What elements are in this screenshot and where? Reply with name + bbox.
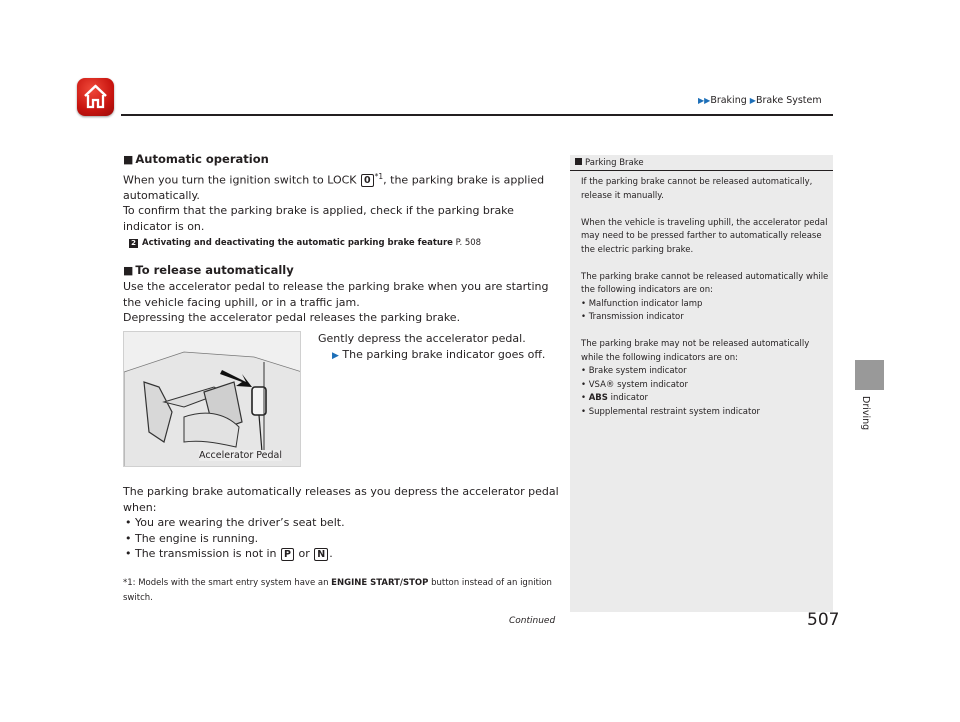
figure-caption: Accelerator Pedal bbox=[199, 450, 283, 461]
step-result: ▶ The parking brake indicator goes off. bbox=[332, 347, 546, 361]
automatic-operation-text: When you turn the ignition switch to LOCK 0 $^{*1}$, the parking brake is applied automatically. bbox=[123, 171, 545, 202]
cross-reference-link[interactable]: 2 Activating and deactivating the automatic parking brake feature P. 508 bbox=[129, 236, 563, 252]
breadcrumb-page[interactable]: Brake System bbox=[755, 95, 822, 106]
footnote-ref: *1 bbox=[374, 171, 384, 181]
note-body bbox=[581, 176, 829, 433]
note-title: Parking Brake bbox=[570, 158, 833, 171]
condition-engine: • The engine is running. bbox=[125, 531, 259, 545]
release-text: Use the accelerator pedal to release the parking brake when you are starting the vehicle facing uphill, or in a traffic jam. bbox=[123, 280, 549, 309]
accelerator-pedal-figure bbox=[123, 331, 301, 467]
release-heading: ■ To release automatically bbox=[123, 262, 294, 277]
home-button[interactable] bbox=[77, 78, 114, 116]
condition-transmission: • The transmission is not in P or N . bbox=[125, 547, 333, 560]
conditions-intro: The parking brake automatically releases as you depress the accelerator pedal when: bbox=[123, 485, 559, 514]
condition-seatbelt: • You are wearing the driver’s seat belt. bbox=[125, 516, 345, 529]
note-paragraph: The parking brake may not be released automatically while the following indicators are on: • Brake system indicator • VSA® system indicator • ABS indicator • Supplemental restraint system indicator bbox=[581, 338, 829, 419]
note-list-item: • VSA® system indicator bbox=[581, 379, 688, 390]
note-paragraph: If the parking brake cannot be released automatically, release it manually. bbox=[581, 177, 813, 201]
section-tab-label: Driving bbox=[860, 396, 871, 431]
home-icon bbox=[82, 83, 109, 111]
pedal-illustration bbox=[124, 332, 301, 467]
park-key-label: P bbox=[281, 548, 294, 561]
release-text-2: Depressing the accelerator pedal releases the parking brake. bbox=[123, 311, 461, 325]
result-arrow-icon: ▶ bbox=[332, 350, 339, 361]
release-conditions bbox=[123, 484, 563, 562]
note-list-item: • Malfunction indicator lamp bbox=[581, 298, 703, 309]
main-content bbox=[123, 152, 563, 326]
section-tab[interactable] bbox=[855, 360, 884, 390]
note-list-item: • Transmission indicator bbox=[581, 312, 684, 322]
lock-key-label: 0 bbox=[361, 174, 374, 187]
breadcrumb-section[interactable]: Braking bbox=[710, 95, 747, 106]
parking-brake-note bbox=[570, 155, 833, 612]
header-rule bbox=[121, 114, 833, 116]
continued-label: Continued bbox=[509, 616, 556, 626]
confirm-text: To confirm that the parking brake is applied, check if the parking brake indicator is on. bbox=[123, 204, 514, 233]
note-icon bbox=[575, 158, 582, 165]
step-instruction bbox=[318, 331, 545, 364]
note-paragraph: When the vehicle is traveling uphill, the accelerator pedal may need to be pressed farther to automatically release the electric parking brake. bbox=[581, 217, 828, 255]
automatic-operation-heading: ■ Automatic operation bbox=[123, 152, 269, 166]
neutral-key-label: N bbox=[314, 548, 328, 561]
breadcrumb bbox=[698, 95, 822, 106]
breadcrumb-arrows-icon: ▶▶ bbox=[698, 96, 711, 105]
note-list-item: • Brake system indicator bbox=[581, 366, 687, 376]
breadcrumb-separator-icon: ▶ bbox=[749, 96, 756, 105]
page-number: 507 bbox=[807, 610, 840, 630]
footnote: *1: Models with the smart entry system have an ENGINE START/STOP button instead of an ignition switch. bbox=[123, 578, 552, 603]
note-list-item: • ABS indicator bbox=[581, 393, 649, 403]
note-paragraph: The parking brake cannot be released automatically while the following indicators are on: • Malfunction indicator lamp • Transmission indicator bbox=[581, 271, 829, 325]
note-list-item: • Supplemental restraint system indicator bbox=[581, 406, 761, 417]
reference-icon: 2 bbox=[129, 239, 138, 248]
step-text: Gently depress the accelerator pedal. bbox=[318, 332, 526, 345]
